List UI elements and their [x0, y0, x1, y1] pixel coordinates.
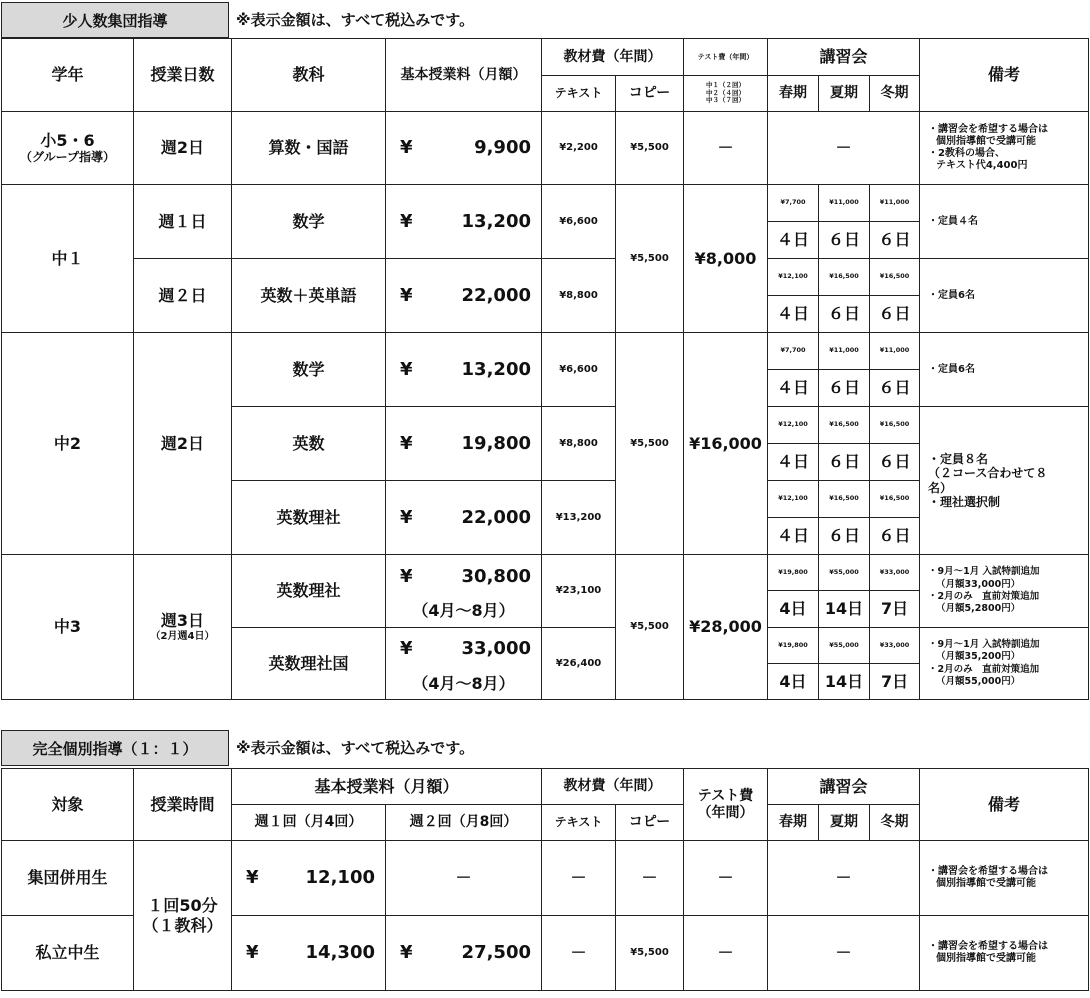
fee-w1-group: [232, 841, 386, 916]
days-c2: 週2日: [134, 333, 232, 555]
copy-c3: ¥5,500: [616, 555, 684, 700]
summer-days: ６日: [819, 444, 870, 481]
header-copy: コピー: [616, 805, 684, 841]
subject-c2-b: 英数: [232, 407, 386, 481]
grade-s56-sub: （グループ指導）: [19, 150, 116, 165]
remark-line: （月額35,200円）: [936, 651, 1021, 663]
text-s56: ¥2,200: [542, 112, 616, 185]
yen-mark: ¥: [400, 137, 413, 159]
remark-line: テキスト代4,400円: [936, 160, 1028, 171]
spring-days: ４日: [768, 222, 819, 259]
winter-price: ¥16,500: [870, 407, 920, 444]
header-materials: 教材費（年間）: [542, 39, 684, 76]
text-c3-a: ¥23,100: [542, 555, 616, 628]
fee-w2-group: －: [386, 841, 542, 916]
fee-c2-c: [386, 481, 542, 555]
fee-value: 30,800: [461, 565, 531, 587]
header-remarks: 備考: [920, 769, 1089, 841]
copy-group: －: [616, 841, 684, 916]
subject-c3-b: 英数理社国: [232, 628, 386, 700]
remarks-c3-b: [920, 628, 1089, 700]
fee-value: 13,200: [461, 358, 531, 380]
yen-mark: ¥: [246, 942, 259, 964]
individual-fee-table: [1, 768, 1089, 991]
fee-value: 13,200: [461, 210, 531, 232]
yen-mark: ¥: [400, 942, 413, 964]
yen-mark: ¥: [400, 638, 413, 660]
remarks-c1-a: ・定員４名: [920, 185, 1089, 259]
text-c3-b: ¥26,400: [542, 628, 616, 700]
header-weekly-once: 週１回（月4回）: [232, 805, 386, 841]
header-remarks: 備考: [920, 39, 1089, 112]
fee-value: 12,100: [305, 867, 375, 889]
remark-line: （月額5,2800円）: [936, 603, 1021, 615]
summer-days: ６日: [819, 518, 870, 555]
header-fee: 基本授業料（月額）: [232, 769, 542, 805]
fee-period: （4月～8月）: [412, 601, 515, 621]
remarks-private: [920, 916, 1089, 991]
individual-section-title: 完全個別指導（１：１）: [1, 730, 229, 766]
row-c1-a-prices: [2, 185, 1089, 222]
fee-c1-a: [386, 185, 542, 259]
days-c3-sub: （2月週4日）: [150, 630, 215, 642]
summer-days: ６日: [819, 296, 870, 333]
remark-line: ・9月～1月 入試特訓追加: [928, 566, 1040, 578]
target-private-middle: 私立中生: [2, 916, 134, 991]
fee-c1-b: [386, 259, 542, 333]
winter-price: ¥33,000: [870, 628, 920, 664]
remarks-c3-a: [920, 555, 1089, 628]
header-test-counts: [684, 76, 768, 112]
grade-s56: [2, 112, 134, 185]
winter-price: ¥16,500: [870, 259, 920, 296]
remark-line: 名）: [928, 480, 953, 495]
summer-days: ６日: [819, 370, 870, 407]
winter-price: ¥33,000: [870, 555, 920, 591]
summer-price: ¥11,000: [819, 185, 870, 222]
spring-price: ¥12,100: [768, 407, 819, 444]
yen-mark: ¥: [400, 432, 413, 454]
winter-days: ６日: [870, 370, 920, 407]
header-target: 対象: [2, 769, 134, 841]
remarks-c2-b: [920, 407, 1089, 555]
spring-price: ¥7,700: [768, 333, 819, 370]
group-tax-note: ※表示金額は、すべて税込みです。: [236, 11, 475, 29]
header-summer: 夏期: [819, 76, 870, 112]
copy-c2: ¥5,500: [616, 333, 684, 555]
header-weekly-twice: 週２回（月8回）: [386, 805, 542, 841]
fee-value: 19,800: [461, 432, 531, 454]
test-count-c1: 中１（２回）: [706, 80, 745, 89]
grade-c3: 中3: [2, 555, 134, 700]
row-c2-a-prices: [2, 333, 1089, 370]
fee-value: 22,000: [461, 506, 531, 528]
spring-price: ¥12,100: [768, 259, 819, 296]
header-test-line1: テスト費: [697, 787, 754, 804]
header-test: テスト費（年間）: [684, 39, 768, 76]
header-spring: 春期: [768, 76, 819, 112]
header-spring: 春期: [768, 805, 819, 841]
header-copy: コピー: [616, 76, 684, 112]
text-c2-b: ¥8,800: [542, 407, 616, 481]
yen-mark: ¥: [400, 284, 413, 306]
winter-days: 7日: [870, 591, 920, 628]
winter-price: ¥11,000: [870, 333, 920, 370]
spring-price: ¥19,800: [768, 628, 819, 664]
subject-c3-a: 英数理社: [232, 555, 386, 628]
fee-c3-b: [386, 628, 542, 700]
winter-days: ６日: [870, 296, 920, 333]
test-s56: －: [684, 112, 768, 185]
spring-days: 4日: [768, 591, 819, 628]
fee-c2-a: [386, 333, 542, 407]
remark-line: ・講習会を希望する場合は: [928, 124, 1049, 135]
days-c3-label: 週3日: [160, 611, 205, 631]
copy-c1: ¥5,500: [616, 185, 684, 333]
remark-line: （月額55,000円）: [936, 675, 1021, 687]
yen-mark: ¥: [400, 358, 413, 380]
lesson-time-line2: （１教科）: [142, 915, 223, 935]
header-text: テキスト: [542, 805, 616, 841]
remark-line: ・9月～1月 入試特訓追加: [928, 638, 1040, 650]
header-time: 授業時間: [134, 769, 232, 841]
winter-days: ６日: [870, 444, 920, 481]
remark-line: （月額33,000円）: [936, 578, 1021, 590]
remarks-c2-a: ・定員6名: [920, 333, 1089, 407]
header-grade: 学年: [2, 39, 134, 112]
remark-line: ・2教科の場合、: [928, 148, 1005, 159]
summer-days: 14日: [819, 664, 870, 700]
winter-days: ６日: [870, 222, 920, 259]
fee-w1-private: [232, 916, 386, 991]
summer-price: ¥55,000: [819, 628, 870, 664]
spring-days: ４日: [768, 370, 819, 407]
course-s56: －: [768, 112, 920, 185]
summer-days: ６日: [819, 222, 870, 259]
remark-line: ・2月のみ 直前対策追加: [928, 591, 1040, 602]
test-count-c3: 中３（７回）: [706, 96, 745, 105]
days-c3: [134, 555, 232, 700]
lesson-time-line1: １回50分: [147, 896, 218, 916]
header-fee: 基本授業料（月額）: [386, 39, 542, 112]
spring-price: ¥12,100: [768, 481, 819, 518]
header-course: 講習会: [768, 769, 920, 805]
remark-line: ・定員８名: [928, 451, 989, 466]
days-c1-b: 週２日: [134, 259, 232, 333]
grade-c1: 中１: [2, 185, 134, 333]
text-c2-a: ¥6,600: [542, 333, 616, 407]
individual-tax-note: ※表示金額は、すべて税込みです。: [236, 739, 475, 757]
header-text: テキスト: [542, 76, 616, 112]
fee-s56: [386, 112, 542, 185]
spring-days: ４日: [768, 518, 819, 555]
test-c2: ¥16,000: [684, 333, 768, 555]
header-subject: 教科: [232, 39, 386, 112]
target-group-combined: 集団併用生: [2, 841, 134, 916]
individual-header-row-1: [2, 769, 1089, 805]
winter-days: 7日: [870, 664, 920, 700]
header-winter: 冬期: [870, 76, 920, 112]
summer-price: ¥16,500: [819, 259, 870, 296]
row-s56: [2, 112, 1089, 185]
subject-c2-c: 英数理社: [232, 481, 386, 555]
fee-c2-b: [386, 407, 542, 481]
row-c3-a-prices: [2, 555, 1089, 591]
header-test: [684, 769, 768, 841]
text-c1-a: ¥6,600: [542, 185, 616, 259]
spring-days: ４日: [768, 296, 819, 333]
grade-s56-label: 小5・6: [40, 131, 95, 151]
spring-price: ¥7,700: [768, 185, 819, 222]
text-private: －: [542, 916, 616, 991]
lesson-time: [134, 841, 232, 991]
remarks-c1-b: ・定員6名: [920, 259, 1089, 333]
header-summer: 夏期: [819, 805, 870, 841]
summer-price: ¥11,000: [819, 333, 870, 370]
fee-value: 33,000: [461, 638, 531, 660]
header-winter: 冬期: [870, 805, 920, 841]
test-c1: ¥8,000: [684, 185, 768, 333]
fee-value: 14,300: [305, 942, 375, 964]
summer-days: 14日: [819, 591, 870, 628]
winter-days: ６日: [870, 518, 920, 555]
header-test-line2: （年間）: [697, 804, 754, 821]
fee-c3-a: [386, 555, 542, 628]
fee-value: 9,900: [474, 137, 531, 159]
test-c3: ¥28,000: [684, 555, 768, 700]
group-fee-table: [1, 38, 1089, 700]
test-group: －: [684, 841, 768, 916]
group-section-title: 少人数集団指導: [1, 2, 229, 38]
course-group: －: [768, 841, 920, 916]
remark-line: ・理社選択制: [928, 494, 1001, 509]
fee-value: 27,500: [461, 942, 532, 964]
header-course: 講習会: [768, 39, 920, 76]
remark-line: 個別指導館で受講可能: [936, 953, 1037, 964]
yen-mark: ¥: [400, 506, 413, 528]
winter-price: ¥16,500: [870, 481, 920, 518]
remark-line: ・2月のみ 直前対策追加: [928, 663, 1040, 675]
spring-price: ¥19,800: [768, 555, 819, 591]
remark-line: ・講習会を希望する場合は: [928, 866, 1049, 877]
remarks-s56: [920, 112, 1089, 185]
text-c1-b: ¥8,800: [542, 259, 616, 333]
days-c1-a: 週１日: [134, 185, 232, 259]
header-days: 授業日数: [134, 39, 232, 112]
remark-line: 個別指導館で受講可能: [936, 136, 1037, 147]
summer-price: ¥16,500: [819, 407, 870, 444]
remark-line: 個別指導館で受講可能: [936, 878, 1037, 889]
subject-c2-a: 数学: [232, 333, 386, 407]
summer-price: ¥55,000: [819, 555, 870, 591]
text-group: －: [542, 841, 616, 916]
row-group-combined: [2, 841, 1089, 916]
copy-s56: ¥5,500: [616, 112, 684, 185]
test-private: －: [684, 916, 768, 991]
summer-price: ¥16,500: [819, 481, 870, 518]
grade-c2: 中2: [2, 333, 134, 555]
test-count-c2: 中２（４回）: [706, 88, 745, 97]
remark-line: ・講習会を希望する場合は: [928, 941, 1049, 952]
remark-line: （２コース合わせて８: [928, 466, 1048, 481]
fee-w2-private: [386, 916, 542, 991]
fee-period: （4月～8月）: [412, 673, 515, 693]
header-materials: 教材費（年間）: [542, 769, 684, 805]
days-s56: 週2日: [134, 112, 232, 185]
text-c2-c: ¥13,200: [542, 481, 616, 555]
yen-mark: ¥: [400, 210, 413, 232]
row-c1-b-prices: [2, 259, 1089, 296]
group-header-row-1: [2, 39, 1089, 76]
yen-mark: ¥: [246, 867, 259, 889]
subject-c1-b: 英数＋英単語: [232, 259, 386, 333]
copy-private: ¥5,500: [616, 916, 684, 991]
subject-c1-a: 数学: [232, 185, 386, 259]
winter-price: ¥11,000: [870, 185, 920, 222]
course-private: －: [768, 916, 920, 991]
remarks-group: [920, 841, 1089, 916]
subject-s56: 算数・国語: [232, 112, 386, 185]
yen-mark: ¥: [400, 565, 413, 587]
spring-days: ４日: [768, 444, 819, 481]
fee-value: 22,000: [461, 284, 531, 306]
spring-days: 4日: [768, 664, 819, 700]
